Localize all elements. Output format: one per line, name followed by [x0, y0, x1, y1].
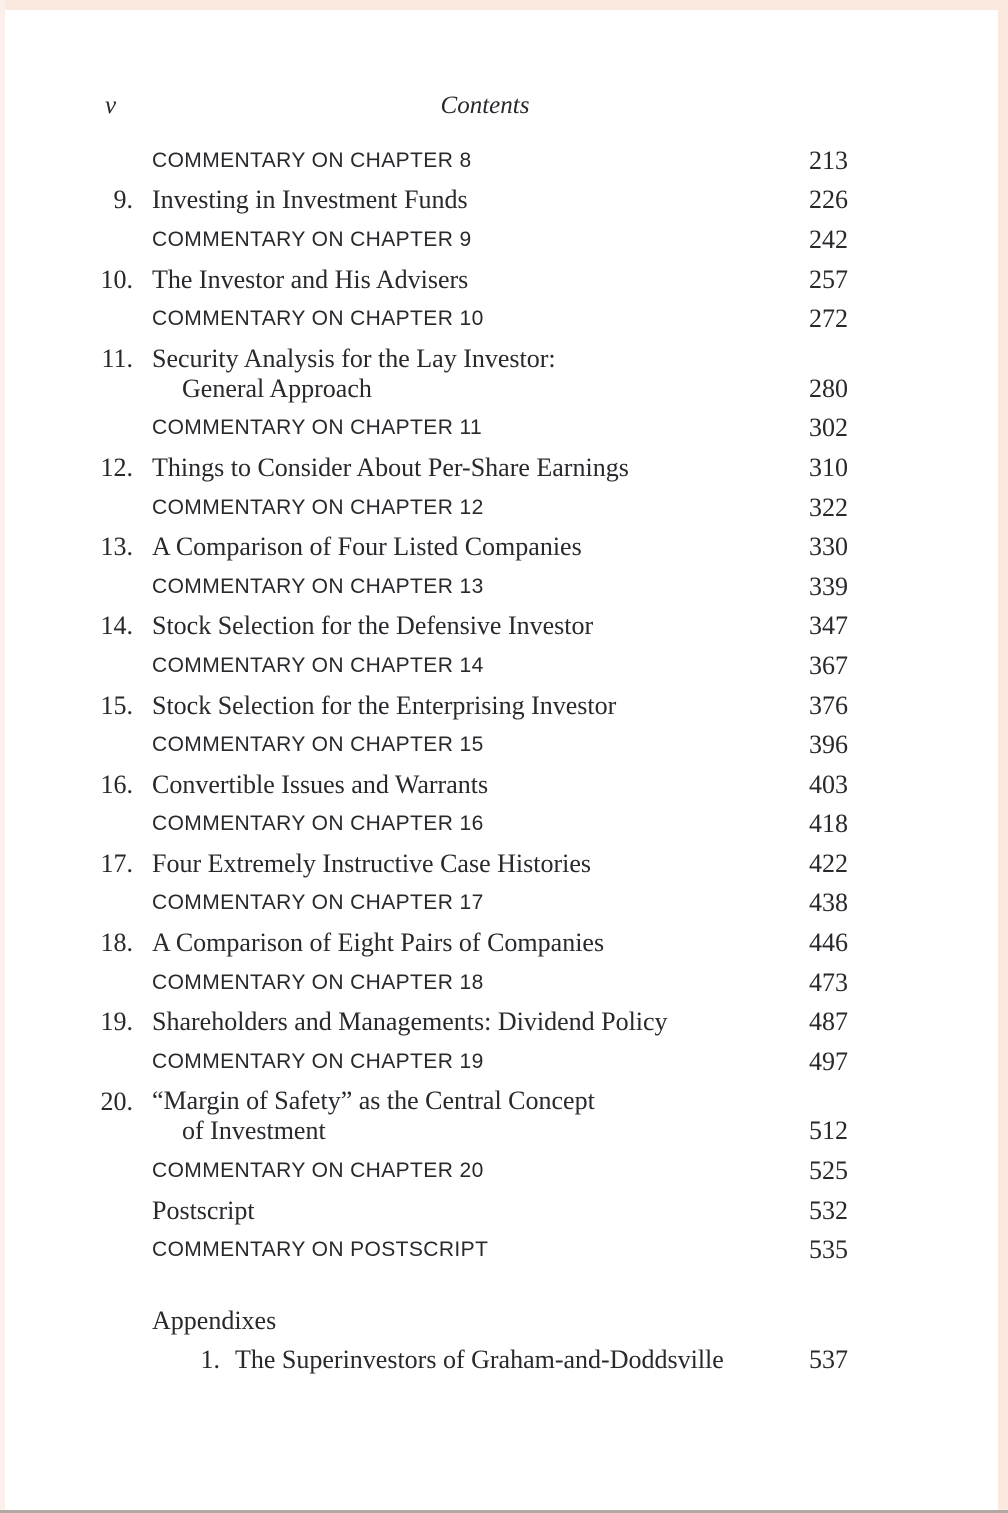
toc-row — [0, 686, 848, 726]
chapter-number: 10. — [100, 264, 133, 294]
entry-title: COMMENTARY ON CHAPTER 9 — [152, 227, 472, 251]
chapter-number: 20. — [100, 1086, 133, 1116]
entry-page-number: 347 — [809, 611, 848, 641]
entry-page-number: 537 — [809, 1345, 848, 1375]
toc-row-commentary — [0, 1151, 848, 1191]
entry-title: COMMENTARY ON CHAPTER 19 — [152, 1049, 484, 1073]
entry-title: Investing in Investment Funds — [152, 185, 468, 215]
entry-page-number: 497 — [809, 1046, 848, 1076]
toc-row — [0, 923, 848, 963]
entry-page-number: 403 — [809, 769, 848, 799]
entry-page-number: 213 — [809, 145, 848, 175]
toc-row — [0, 448, 848, 488]
toc-row-commentary — [0, 299, 848, 339]
toc-row-commentary — [0, 409, 848, 449]
entry-page-number: 339 — [809, 571, 848, 601]
chapter-number: 13. — [100, 532, 133, 562]
toc-row — [0, 765, 848, 805]
toc-row — [0, 1002, 848, 1042]
entry-title: The Superinvestors of Graham-and-Doddsville — [235, 1345, 724, 1375]
entry-title: COMMENTARY ON CHAPTER 11 — [152, 416, 483, 440]
chapter-number: 9. — [113, 185, 133, 215]
entry-title: Stock Selection for the Enterprising Investor — [152, 690, 617, 720]
entry-page-number: 525 — [809, 1156, 848, 1186]
toc-row — [0, 260, 848, 300]
entry-page-number: 310 — [809, 452, 848, 482]
entry-page-number: 280 — [809, 373, 848, 403]
folio-page-number: v — [105, 92, 117, 119]
toc-row — [0, 607, 848, 647]
entry-page-number: 446 — [809, 928, 848, 958]
chapter-number: 15. — [100, 690, 133, 720]
page-frame-top — [0, 0, 1008, 10]
entry-page-number: 330 — [809, 532, 848, 562]
entry-title: A Comparison of Eight Pairs of Companies — [152, 928, 605, 958]
entry-title: Four Extremely Instructive Case Histories — [152, 848, 592, 878]
entry-title: Stock Selection for the Defensive Investor — [152, 611, 594, 641]
toc-row — [0, 527, 848, 567]
entry-title: COMMENTARY ON POSTSCRIPT — [152, 1238, 489, 1262]
entry-title: COMMENTARY ON CHAPTER 10 — [152, 307, 484, 331]
entry-page-number: 376 — [809, 690, 848, 720]
entry-page-number: 418 — [809, 809, 848, 839]
entry-page-number: 302 — [809, 413, 848, 443]
entry-title: Convertible Issues and Warrants — [152, 769, 489, 799]
entry-page-number: 272 — [809, 304, 848, 334]
chapter-number: 12. — [100, 452, 133, 482]
entry-title: The Investor and His Advisers — [152, 264, 469, 294]
entry-title: COMMENTARY ON CHAPTER 15 — [152, 733, 484, 757]
entry-title: COMMENTARY ON CHAPTER 12 — [152, 495, 484, 519]
chapter-number: 14. — [100, 611, 133, 641]
page-header — [0, 90, 970, 122]
toc-row-commentary — [0, 141, 848, 181]
toc-row-commentary — [0, 646, 848, 686]
entry-page-number: 532 — [809, 1195, 848, 1225]
running-head-title: Contents — [440, 92, 530, 119]
toc-row-commentary — [0, 488, 848, 528]
entry-title: A Comparison of Four Listed Companies — [152, 532, 582, 562]
entry-title: COMMENTARY ON CHAPTER 18 — [152, 970, 484, 994]
chapter-number: 19. — [100, 1007, 133, 1037]
toc-row-commentary — [0, 220, 848, 260]
toc-row-commentary — [0, 963, 848, 1003]
entry-page-number: 438 — [809, 888, 848, 918]
entry-title: “Margin of Safety” as the Central Concept of Investment — [152, 1086, 595, 1146]
entry-page-number: 487 — [809, 1007, 848, 1037]
entry-page-number: 396 — [809, 730, 848, 760]
entry-title: Things to Consider About Per-Share Earnings — [152, 452, 629, 482]
toc-row — [0, 1082, 848, 1152]
chapter-number: 17. — [100, 848, 133, 878]
toc-row — [0, 1191, 848, 1231]
entry-title: COMMENTARY ON CHAPTER 20 — [152, 1159, 484, 1183]
table-of-contents — [0, 141, 848, 1380]
entry-page-number: 367 — [809, 650, 848, 680]
entry-title: Security Analysis for the Lay Investor: General Approach — [152, 343, 556, 403]
toc-row — [0, 181, 848, 221]
entry-page-number: 257 — [809, 264, 848, 294]
chapter-number: 16. — [100, 769, 133, 799]
chapter-number: 18. — [100, 928, 133, 958]
chapter-number: 11. — [101, 343, 133, 373]
entry-page-number: 473 — [809, 967, 848, 997]
entry-title: Appendixes — [152, 1305, 277, 1335]
toc-row-commentary — [0, 1042, 848, 1082]
entry-title: COMMENTARY ON CHAPTER 14 — [152, 653, 484, 677]
entry-title: COMMENTARY ON CHAPTER 17 — [152, 891, 484, 915]
page-frame-right — [998, 0, 1008, 1513]
entry-page-number: 535 — [809, 1235, 848, 1265]
toc-row-commentary — [0, 567, 848, 607]
entry-page-number: 422 — [809, 848, 848, 878]
toc-row-commentary — [0, 725, 848, 765]
entry-page-number: 226 — [809, 185, 848, 215]
entry-title: COMMENTARY ON CHAPTER 8 — [152, 148, 472, 172]
toc-row-commentary — [0, 805, 848, 845]
chapter-number: 1. — [200, 1345, 220, 1375]
toc-row — [0, 844, 848, 884]
entry-title: Postscript — [152, 1195, 255, 1225]
entry-page-number: 242 — [809, 224, 848, 254]
entry-page-number: 322 — [809, 492, 848, 522]
toc-row-commentary — [0, 1230, 848, 1270]
entry-page-number: 512 — [809, 1116, 848, 1146]
toc-row — [0, 339, 848, 409]
toc-row — [0, 1301, 848, 1341]
entry-title: COMMENTARY ON CHAPTER 16 — [152, 812, 484, 836]
toc-row — [0, 1341, 848, 1381]
toc-row-commentary — [0, 884, 848, 924]
entry-title: COMMENTARY ON CHAPTER 13 — [152, 574, 484, 598]
entry-title: Shareholders and Managements: Dividend Policy — [152, 1007, 668, 1037]
